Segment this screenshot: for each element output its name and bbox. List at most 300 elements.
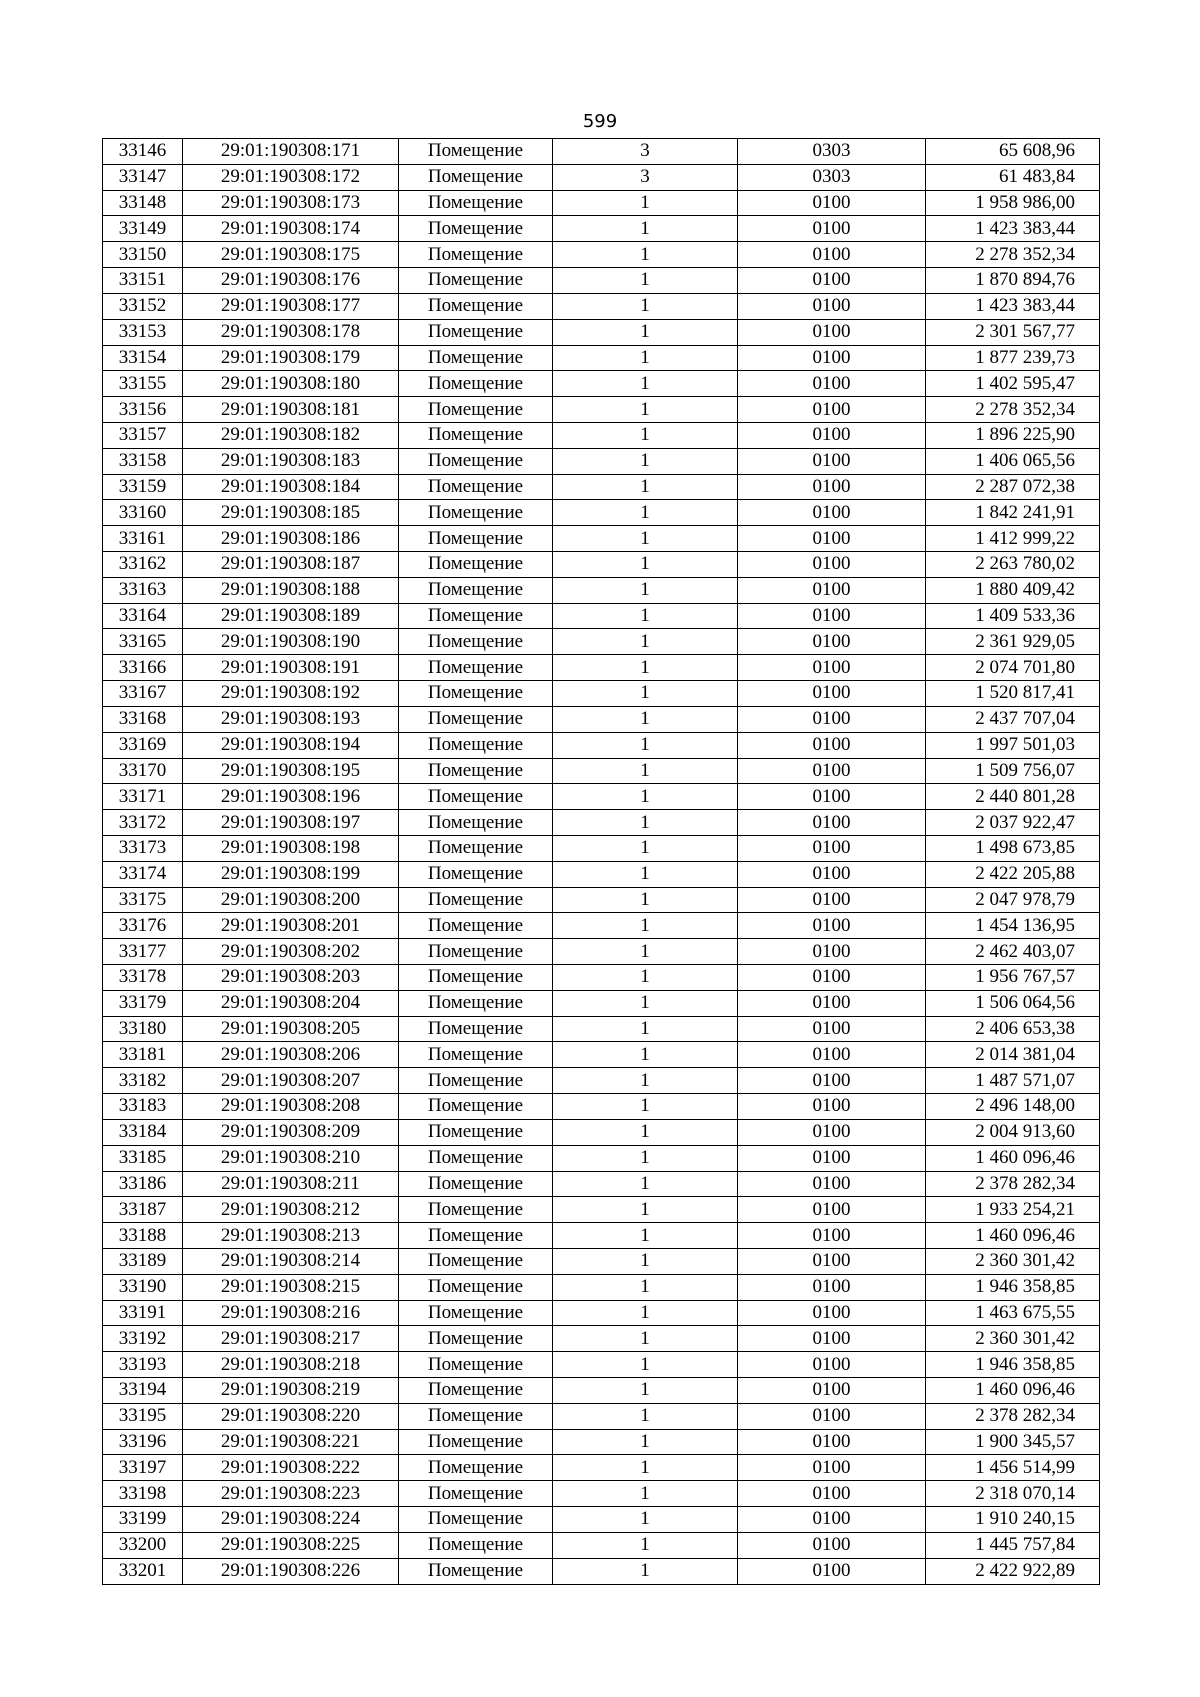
cadastral-number-cell: 29:01:190308:197 [183,810,399,836]
object-type-cell: Помещение [399,965,553,991]
cadastral-value-cell: 2 361 929,05 [926,629,1100,655]
count-cell: 1 [553,1403,738,1429]
table-row [103,1145,1100,1171]
row-number-cell: 33163 [103,577,183,603]
object-type-cell: Помещение [399,397,553,423]
table-row [103,139,1100,165]
row-number-cell: 33185 [103,1145,183,1171]
count-cell: 1 [553,552,738,578]
row-number-cell: 33172 [103,810,183,836]
count-cell: 1 [553,448,738,474]
object-type-cell: Помещение [399,526,553,552]
row-number-cell: 33198 [103,1481,183,1507]
cadastral-number-cell: 29:01:190308:204 [183,990,399,1016]
cadastral-number-cell: 29:01:190308:179 [183,345,399,371]
cadastral-value-cell: 2 360 301,42 [926,1248,1100,1274]
table-row [103,1274,1100,1300]
table-row [103,319,1100,345]
code-cell: 0100 [738,1403,926,1429]
row-number-cell: 33191 [103,1300,183,1326]
cadastral-value-cell: 2 462 403,07 [926,939,1100,965]
table-row [103,1119,1100,1145]
cadastral-number-cell: 29:01:190308:172 [183,164,399,190]
cadastral-value-cell: 1 946 358,85 [926,1274,1100,1300]
cadastral-value-cell: 1 460 096,46 [926,1145,1100,1171]
table-row [103,990,1100,1016]
cadastral-number-cell: 29:01:190308:175 [183,242,399,268]
count-cell: 1 [553,861,738,887]
object-type-cell: Помещение [399,990,553,1016]
code-cell: 0100 [738,913,926,939]
code-cell: 0100 [738,474,926,500]
cadastral-value-cell: 1 460 096,46 [926,1223,1100,1249]
row-number-cell: 33181 [103,1042,183,1068]
cadastral-number-cell: 29:01:190308:182 [183,422,399,448]
count-cell: 1 [553,1042,738,1068]
count-cell: 1 [553,577,738,603]
count-cell: 1 [553,242,738,268]
count-cell: 1 [553,526,738,552]
cadastral-number-cell: 29:01:190308:178 [183,319,399,345]
row-number-cell: 33151 [103,268,183,294]
row-number-cell: 33166 [103,655,183,681]
object-type-cell: Помещение [399,1481,553,1507]
object-type-cell: Помещение [399,706,553,732]
row-number-cell: 33196 [103,1429,183,1455]
object-type-cell: Помещение [399,552,553,578]
cadastral-number-cell: 29:01:190308:209 [183,1119,399,1145]
cadastral-value-cell: 1 842 241,91 [926,500,1100,526]
object-type-cell: Помещение [399,913,553,939]
object-type-cell: Помещение [399,371,553,397]
count-cell: 1 [553,371,738,397]
code-cell: 0100 [738,990,926,1016]
code-cell: 0100 [738,526,926,552]
cadastral-value-cell: 1 520 817,41 [926,681,1100,707]
row-number-cell: 33153 [103,319,183,345]
object-type-cell: Помещение [399,1429,553,1455]
cadastral-number-cell: 29:01:190308:219 [183,1378,399,1404]
row-number-cell: 33165 [103,629,183,655]
table-row [103,603,1100,629]
cadastral-number-cell: 29:01:190308:226 [183,1558,399,1584]
table-row [103,732,1100,758]
code-cell: 0100 [738,190,926,216]
code-cell: 0100 [738,577,926,603]
object-type-cell: Помещение [399,939,553,965]
table-row [103,1171,1100,1197]
row-number-cell: 33162 [103,552,183,578]
count-cell: 1 [553,603,738,629]
table-row [103,1429,1100,1455]
cadastral-number-cell: 29:01:190308:223 [183,1481,399,1507]
code-cell: 0100 [738,1326,926,1352]
code-cell: 0100 [738,887,926,913]
code-cell: 0100 [738,1352,926,1378]
object-type-cell: Помещение [399,448,553,474]
object-type-cell: Помещение [399,216,553,242]
object-type-cell: Помещение [399,732,553,758]
code-cell: 0100 [738,1274,926,1300]
object-type-cell: Помещение [399,190,553,216]
cadastral-value-cell: 1 896 225,90 [926,422,1100,448]
count-cell: 1 [553,681,738,707]
table-row [103,1300,1100,1326]
table-row [103,371,1100,397]
cadastral-value-cell: 1 402 595,47 [926,371,1100,397]
cadastral-number-cell: 29:01:190308:181 [183,397,399,423]
row-number-cell: 33157 [103,422,183,448]
cadastral-value-cell: 2 037 922,47 [926,810,1100,836]
object-type-cell: Помещение [399,655,553,681]
cadastral-number-cell: 29:01:190308:206 [183,1042,399,1068]
row-number-cell: 33159 [103,474,183,500]
cadastral-value-cell: 2 004 913,60 [926,1119,1100,1145]
row-number-cell: 33176 [103,913,183,939]
code-cell: 0100 [738,835,926,861]
row-number-cell: 33173 [103,835,183,861]
row-number-cell: 33195 [103,1403,183,1429]
object-type-cell: Помещение [399,500,553,526]
cadastral-value-cell: 1 946 358,85 [926,1352,1100,1378]
count-cell: 1 [553,810,738,836]
row-number-cell: 33146 [103,139,183,165]
object-type-cell: Помещение [399,1145,553,1171]
table-row [103,1352,1100,1378]
cadastral-number-cell: 29:01:190308:220 [183,1403,399,1429]
row-number-cell: 33148 [103,190,183,216]
object-type-cell: Помещение [399,577,553,603]
table-row [103,1068,1100,1094]
row-number-cell: 33149 [103,216,183,242]
table-body [103,139,1100,1585]
code-cell: 0100 [738,1223,926,1249]
cadastral-value-cell: 1 460 096,46 [926,1378,1100,1404]
code-cell: 0100 [738,1248,926,1274]
code-cell: 0100 [738,371,926,397]
row-number-cell: 33171 [103,784,183,810]
table-row [103,474,1100,500]
code-cell: 0100 [738,1068,926,1094]
row-number-cell: 33194 [103,1378,183,1404]
table-row [103,655,1100,681]
table-row [103,552,1100,578]
table-row [103,1532,1100,1558]
cadastral-value-cell: 1 910 240,15 [926,1507,1100,1533]
row-number-cell: 33188 [103,1223,183,1249]
table-row [103,887,1100,913]
table-row [103,913,1100,939]
count-cell: 1 [553,758,738,784]
row-number-cell: 33178 [103,965,183,991]
code-cell: 0100 [738,1378,926,1404]
count-cell: 1 [553,784,738,810]
cadastral-number-cell: 29:01:190308:194 [183,732,399,758]
count-cell: 1 [553,1171,738,1197]
cadastral-number-cell: 29:01:190308:183 [183,448,399,474]
count-cell: 1 [553,1455,738,1481]
table-row [103,577,1100,603]
count-cell: 1 [553,1094,738,1120]
table-row [103,216,1100,242]
cadastral-value-cell: 2 278 352,34 [926,397,1100,423]
count-cell: 1 [553,887,738,913]
row-number-cell: 33182 [103,1068,183,1094]
table-row [103,1558,1100,1584]
code-cell: 0100 [738,1145,926,1171]
code-cell: 0100 [738,1016,926,1042]
code-cell: 0100 [738,500,926,526]
cadastral-number-cell: 29:01:190308:221 [183,1429,399,1455]
cadastral-number-cell: 29:01:190308:184 [183,474,399,500]
count-cell: 1 [553,629,738,655]
count-cell: 1 [553,1558,738,1584]
cadastral-number-cell: 29:01:190308:215 [183,1274,399,1300]
object-type-cell: Помещение [399,1300,553,1326]
row-number-cell: 33170 [103,758,183,784]
row-number-cell: 33160 [103,500,183,526]
object-type-cell: Помещение [399,1274,553,1300]
code-cell: 0100 [738,655,926,681]
code-cell: 0100 [738,1507,926,1533]
cadastral-value-cell: 1 409 533,36 [926,603,1100,629]
object-type-cell: Помещение [399,1223,553,1249]
table-row [103,1223,1100,1249]
code-cell: 0100 [738,268,926,294]
table-row [103,706,1100,732]
row-number-cell: 33184 [103,1119,183,1145]
table-row [103,835,1100,861]
cadastral-value-cell: 1 509 756,07 [926,758,1100,784]
row-number-cell: 33180 [103,1016,183,1042]
cadastral-value-cell: 1 406 065,56 [926,448,1100,474]
cadastral-value-cell: 1 880 409,42 [926,577,1100,603]
cadastral-value-cell: 2 422 205,88 [926,861,1100,887]
count-cell: 1 [553,706,738,732]
row-number-cell: 33186 [103,1171,183,1197]
row-number-cell: 33156 [103,397,183,423]
row-number-cell: 33197 [103,1455,183,1481]
table-row [103,1197,1100,1223]
code-cell: 0100 [738,448,926,474]
cadastral-number-cell: 29:01:190308:176 [183,268,399,294]
count-cell: 1 [553,990,738,1016]
table-row [103,681,1100,707]
count-cell: 3 [553,164,738,190]
count-cell: 1 [553,1197,738,1223]
table-row [103,965,1100,991]
code-cell: 0100 [738,861,926,887]
code-cell: 0100 [738,422,926,448]
cadastral-value-cell: 1 456 514,99 [926,1455,1100,1481]
cadastral-value-cell: 1 445 757,84 [926,1532,1100,1558]
cadastral-value-cell: 2 014 381,04 [926,1042,1100,1068]
cadastral-number-cell: 29:01:190308:202 [183,939,399,965]
cadastral-number-cell: 29:01:190308:207 [183,1068,399,1094]
code-cell: 0100 [738,629,926,655]
cadastral-number-cell: 29:01:190308:171 [183,139,399,165]
code-cell: 0100 [738,345,926,371]
cadastral-number-cell: 29:01:190308:185 [183,500,399,526]
cadastral-number-cell: 29:01:190308:212 [183,1197,399,1223]
cadastral-number-cell: 29:01:190308:187 [183,552,399,578]
row-number-cell: 33147 [103,164,183,190]
code-cell: 0100 [738,758,926,784]
property-table [102,138,1100,1585]
code-cell: 0100 [738,732,926,758]
cadastral-number-cell: 29:01:190308:191 [183,655,399,681]
count-cell: 1 [553,1326,738,1352]
object-type-cell: Помещение [399,319,553,345]
cadastral-value-cell: 1 956 767,57 [926,965,1100,991]
count-cell: 1 [553,293,738,319]
table-row [103,164,1100,190]
cadastral-value-cell: 2 318 070,14 [926,1481,1100,1507]
object-type-cell: Помещение [399,345,553,371]
object-type-cell: Помещение [399,1558,553,1584]
table-row [103,861,1100,887]
code-cell: 0100 [738,1455,926,1481]
object-type-cell: Помещение [399,1094,553,1120]
code-cell: 0100 [738,1042,926,1068]
cadastral-value-cell: 1 877 239,73 [926,345,1100,371]
count-cell: 1 [553,345,738,371]
cadastral-value-cell: 1 487 571,07 [926,1068,1100,1094]
table-row [103,526,1100,552]
code-cell: 0100 [738,397,926,423]
row-number-cell: 33168 [103,706,183,732]
cadastral-number-cell: 29:01:190308:199 [183,861,399,887]
row-number-cell: 33201 [103,1558,183,1584]
object-type-cell: Помещение [399,164,553,190]
object-type-cell: Помещение [399,1326,553,1352]
table-row [103,268,1100,294]
row-number-cell: 33179 [103,990,183,1016]
count-cell: 1 [553,422,738,448]
count-cell: 1 [553,1532,738,1558]
cadastral-number-cell: 29:01:190308:192 [183,681,399,707]
cadastral-number-cell: 29:01:190308:211 [183,1171,399,1197]
object-type-cell: Помещение [399,1042,553,1068]
cadastral-value-cell: 1 423 383,44 [926,293,1100,319]
code-cell: 0100 [738,784,926,810]
code-cell: 0100 [738,681,926,707]
count-cell: 1 [553,1507,738,1533]
cadastral-number-cell: 29:01:190308:200 [183,887,399,913]
object-type-cell: Помещение [399,1171,553,1197]
object-type-cell: Помещение [399,1378,553,1404]
table-row [103,242,1100,268]
code-cell: 0100 [738,939,926,965]
code-cell: 0303 [738,164,926,190]
cadastral-value-cell: 2 406 653,38 [926,1016,1100,1042]
table-row [103,1326,1100,1352]
code-cell: 0100 [738,1481,926,1507]
cadastral-value-cell: 1 900 345,57 [926,1429,1100,1455]
row-number-cell: 33167 [103,681,183,707]
row-number-cell: 33183 [103,1094,183,1120]
object-type-cell: Помещение [399,1455,553,1481]
cadastral-value-cell: 1 498 673,85 [926,835,1100,861]
cadastral-value-cell: 2 047 978,79 [926,887,1100,913]
count-cell: 1 [553,1429,738,1455]
cadastral-number-cell: 29:01:190308:217 [183,1326,399,1352]
table-row [103,1378,1100,1404]
code-cell: 0100 [738,1197,926,1223]
cadastral-number-cell: 29:01:190308:174 [183,216,399,242]
cadastral-value-cell: 2 378 282,34 [926,1403,1100,1429]
cadastral-number-cell: 29:01:190308:203 [183,965,399,991]
object-type-cell: Помещение [399,1016,553,1042]
table-row [103,1481,1100,1507]
code-cell: 0303 [738,139,926,165]
count-cell: 1 [553,1274,738,1300]
code-cell: 0100 [738,1300,926,1326]
row-number-cell: 33199 [103,1507,183,1533]
table-row [103,448,1100,474]
cadastral-value-cell: 1 454 136,95 [926,913,1100,939]
count-cell: 1 [553,732,738,758]
cadastral-value-cell: 2 496 148,00 [926,1094,1100,1120]
row-number-cell: 33158 [103,448,183,474]
code-cell: 0100 [738,216,926,242]
count-cell: 1 [553,319,738,345]
code-cell: 0100 [738,965,926,991]
object-type-cell: Помещение [399,1119,553,1145]
count-cell: 1 [553,1248,738,1274]
table-row [103,397,1100,423]
object-type-cell: Помещение [399,603,553,629]
count-cell: 3 [553,139,738,165]
table-row [103,1042,1100,1068]
object-type-cell: Помещение [399,861,553,887]
count-cell: 1 [553,1068,738,1094]
row-number-cell: 33200 [103,1532,183,1558]
table-row [103,810,1100,836]
object-type-cell: Помещение [399,1197,553,1223]
object-type-cell: Помещение [399,242,553,268]
cadastral-value-cell: 1 870 894,76 [926,268,1100,294]
cadastral-number-cell: 29:01:190308:188 [183,577,399,603]
code-cell: 0100 [738,1558,926,1584]
cadastral-number-cell: 29:01:190308:222 [183,1455,399,1481]
cadastral-value-cell: 1 423 383,44 [926,216,1100,242]
cadastral-value-cell: 1 997 501,03 [926,732,1100,758]
table-row [103,1507,1100,1533]
row-number-cell: 33193 [103,1352,183,1378]
cadastral-value-cell: 1 506 064,56 [926,990,1100,1016]
table-row [103,293,1100,319]
cadastral-value-cell: 2 440 801,28 [926,784,1100,810]
object-type-cell: Помещение [399,1352,553,1378]
count-cell: 1 [553,1223,738,1249]
row-number-cell: 33190 [103,1274,183,1300]
count-cell: 1 [553,1145,738,1171]
count-cell: 1 [553,1016,738,1042]
object-type-cell: Помещение [399,268,553,294]
code-cell: 0100 [738,1119,926,1145]
count-cell: 1 [553,268,738,294]
code-cell: 0100 [738,1429,926,1455]
code-cell: 0100 [738,810,926,836]
cadastral-number-cell: 29:01:190308:208 [183,1094,399,1120]
code-cell: 0100 [738,1532,926,1558]
code-cell: 0100 [738,242,926,268]
count-cell: 1 [553,835,738,861]
code-cell: 0100 [738,319,926,345]
cadastral-number-cell: 29:01:190308:190 [183,629,399,655]
cadastral-number-cell: 29:01:190308:216 [183,1300,399,1326]
